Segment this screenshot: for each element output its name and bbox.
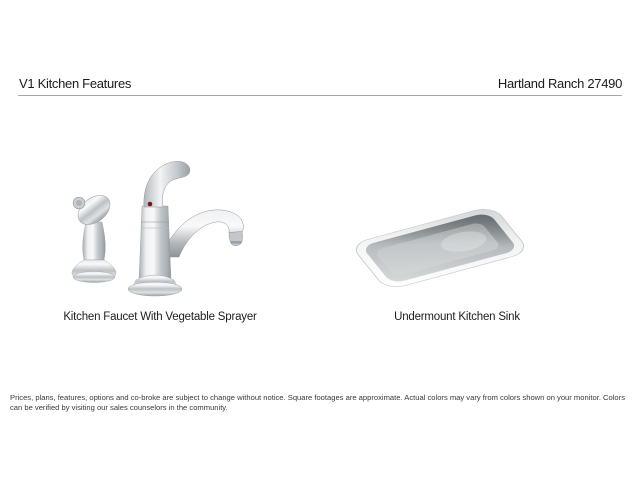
faucet-handle: [144, 161, 190, 207]
sink-caption: Undermount Kitchen Sink: [394, 311, 520, 323]
side-sprayer: [72, 189, 116, 282]
legal-disclaimer: Prices, plans, features, options and co-broke are subject to change without notice. Square footages are approximate. Actual colors may vary from colors shown on your monitor. Colors can be verified by visiting our sales counselors in the community.: [10, 393, 625, 412]
page-title: V1 Kitchen Features: [19, 76, 132, 91]
faucet-image: [58, 158, 263, 308]
temperature-indicator-dot: [148, 202, 153, 207]
faucet-body: [128, 161, 243, 296]
plan-name-number: Hartland Ranch 27490: [497, 76, 622, 91]
sink-image: [348, 192, 532, 300]
sink-illustration: [348, 192, 532, 300]
spout-aerator: [229, 232, 243, 246]
faucet-caption: Kitchen Faucet With Vegetable Sprayer: [63, 311, 257, 323]
header-divider: [18, 95, 622, 96]
faucet-illustration: [58, 158, 263, 308]
